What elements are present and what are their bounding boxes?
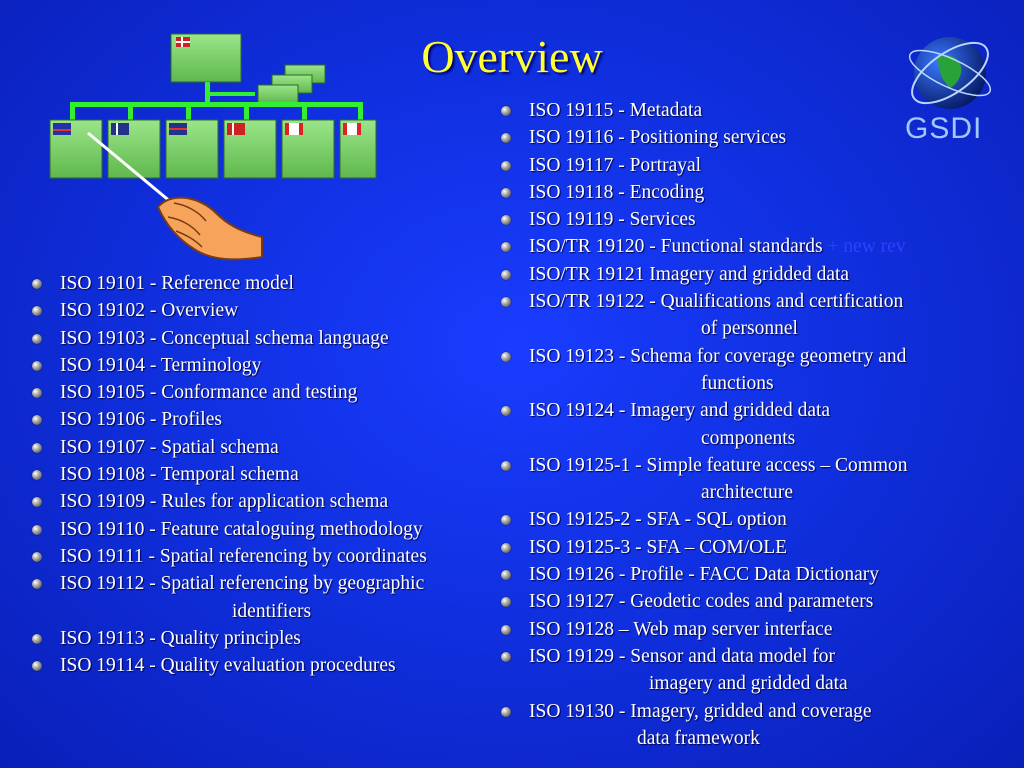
list-item-continuation: architecture	[701, 482, 794, 504]
list-item	[529, 124, 908, 151]
round-bullet-icon	[32, 361, 42, 371]
round-bullet-icon	[501, 597, 511, 607]
round-bullet-icon	[501, 352, 511, 362]
list-item	[529, 452, 908, 507]
round-bullet-icon	[501, 707, 511, 717]
list-item	[529, 561, 908, 588]
list-item-text: ISO 19108 - Temporal schema	[60, 464, 299, 486]
list-item	[60, 297, 427, 324]
list-item-text: ISO 19125-1 - Simple feature access – Common	[529, 454, 908, 476]
list-item-text: ISO 19123 - Schema for coverage geometry and	[529, 345, 907, 367]
gsdi-globe-logo	[898, 18, 998, 118]
round-bullet-icon	[32, 525, 42, 535]
list-item	[529, 397, 908, 452]
list-item-text: ISO 19103 - Conceptual schema language	[60, 327, 389, 349]
round-bullet-icon	[32, 443, 42, 453]
list-item	[60, 543, 427, 570]
list-item	[60, 516, 427, 543]
list-item-text: ISO 19117 - Portrayal	[529, 154, 702, 176]
round-bullet-icon	[501, 270, 511, 280]
list-item-text: ISO 19113 - Quality principles	[60, 627, 301, 649]
round-bullet-icon	[501, 543, 511, 553]
org-chart-graphic	[40, 25, 440, 295]
list-item-text: ISO 19105 - Conformance and testing	[60, 382, 358, 404]
list-item-text: ISO 19101 - Reference model	[60, 273, 294, 294]
list-item-text: ISO 19125-2 - SFA - SQL option	[529, 509, 787, 531]
round-bullet-icon	[501, 215, 511, 225]
round-bullet-icon	[32, 497, 42, 507]
list-item-text: ISO 19104 - Terminology	[60, 354, 262, 376]
round-bullet-icon	[32, 306, 42, 316]
list-item	[529, 233, 908, 260]
round-bullet-icon	[501, 625, 511, 635]
list-item-text: ISO/TR 19122 - Qualifications and certification	[529, 291, 904, 313]
list-item	[529, 588, 908, 615]
round-bullet-icon	[32, 634, 42, 644]
list-item	[60, 461, 427, 488]
round-bullet-icon	[501, 461, 511, 471]
list-item	[529, 698, 908, 753]
list-item-suffix: + new rev	[822, 236, 906, 258]
left-standards-list	[60, 270, 427, 679]
list-item-text: ISO 19119 - Services	[529, 209, 696, 231]
list-item	[529, 179, 908, 206]
list-item	[529, 506, 908, 533]
round-bullet-icon	[501, 133, 511, 143]
list-item-continuation: components	[701, 427, 796, 449]
list-item-text: ISO 19124 - Imagery and gridded data	[529, 400, 831, 422]
list-item	[529, 343, 908, 398]
pointing-hand-icon	[158, 198, 262, 260]
list-item-text: ISO 19125-3 - SFA – COM/OLE	[529, 536, 788, 558]
list-item-text: ISO 19118 - Encoding	[529, 181, 705, 203]
list-item-text: ISO 19128 – Web map server interface	[529, 618, 833, 640]
list-item	[529, 261, 908, 288]
list-item-text: ISO 19129 - Sensor and data model for	[529, 645, 835, 667]
round-bullet-icon	[32, 415, 42, 425]
slide-title: Overview	[421, 31, 603, 82]
list-item	[529, 206, 908, 233]
list-item	[60, 270, 427, 297]
list-item-text: ISO 19107 - Spatial schema	[60, 436, 279, 458]
round-bullet-icon	[501, 161, 511, 171]
list-item-continuation: of personnel	[701, 318, 798, 340]
list-item-text: ISO 19109 - Rules for application schema	[60, 491, 389, 513]
list-item	[60, 325, 427, 352]
list-item-text: ISO/TR 19120 - Functional standards	[529, 236, 823, 258]
list-item	[529, 97, 908, 124]
list-item-text: ISO 19111 - Spatial referencing by coordinates	[60, 545, 427, 567]
list-item	[60, 488, 427, 515]
round-bullet-icon	[501, 406, 511, 416]
right-standards-list	[529, 97, 908, 752]
list-item-continuation: data framework	[637, 727, 760, 749]
round-bullet-icon	[32, 579, 42, 589]
list-item	[529, 152, 908, 179]
round-bullet-icon	[32, 661, 42, 671]
list-item	[529, 534, 908, 561]
list-item-text: ISO 19114 - Quality evaluation procedures	[60, 655, 396, 677]
list-item	[60, 434, 427, 461]
gsdi-logo-text: GSDI	[905, 112, 983, 145]
list-item-text: ISO 19130 - Imagery, gridded and coverage	[529, 700, 872, 722]
list-item-text: ISO 19115 - Metadata	[529, 100, 703, 121]
list-item-text: ISO 19106 - Profiles	[60, 409, 222, 431]
list-item	[529, 288, 908, 343]
list-item	[60, 379, 427, 406]
list-item-text: ISO 19112 - Spatial referencing by geographic	[60, 573, 425, 595]
list-item	[60, 652, 427, 679]
list-item	[529, 643, 908, 698]
round-bullet-icon	[501, 188, 511, 198]
list-item-continuation: identifiers	[232, 600, 312, 622]
list-item-text: ISO 19102 - Overview	[60, 300, 239, 322]
round-bullet-icon	[32, 388, 42, 398]
list-item	[60, 352, 427, 379]
round-bullet-icon	[501, 106, 511, 116]
list-item	[529, 616, 908, 643]
list-item	[60, 570, 427, 625]
round-bullet-icon	[501, 570, 511, 580]
round-bullet-icon	[32, 552, 42, 562]
list-item	[60, 625, 427, 652]
round-bullet-icon	[501, 515, 511, 525]
round-bullet-icon	[501, 242, 511, 252]
list-item	[60, 406, 427, 433]
list-item-text: ISO 19110 - Feature cataloguing methodology	[60, 518, 423, 540]
list-item-text: ISO 19116 - Positioning services	[529, 127, 787, 149]
list-item-text: ISO 19127 - Geodetic codes and parameters	[529, 591, 874, 613]
round-bullet-icon	[32, 334, 42, 344]
list-item-continuation: functions	[701, 372, 774, 394]
round-bullet-icon	[32, 470, 42, 480]
round-bullet-icon	[501, 652, 511, 662]
round-bullet-icon	[501, 297, 511, 307]
list-item-continuation: imagery and gridded data	[649, 673, 848, 695]
list-item-text: ISO 19126 - Profile - FACC Data Dictionary	[529, 564, 880, 586]
round-bullet-icon	[32, 279, 42, 289]
list-item-text: ISO/TR 19121 Imagery and gridded data	[529, 263, 850, 285]
